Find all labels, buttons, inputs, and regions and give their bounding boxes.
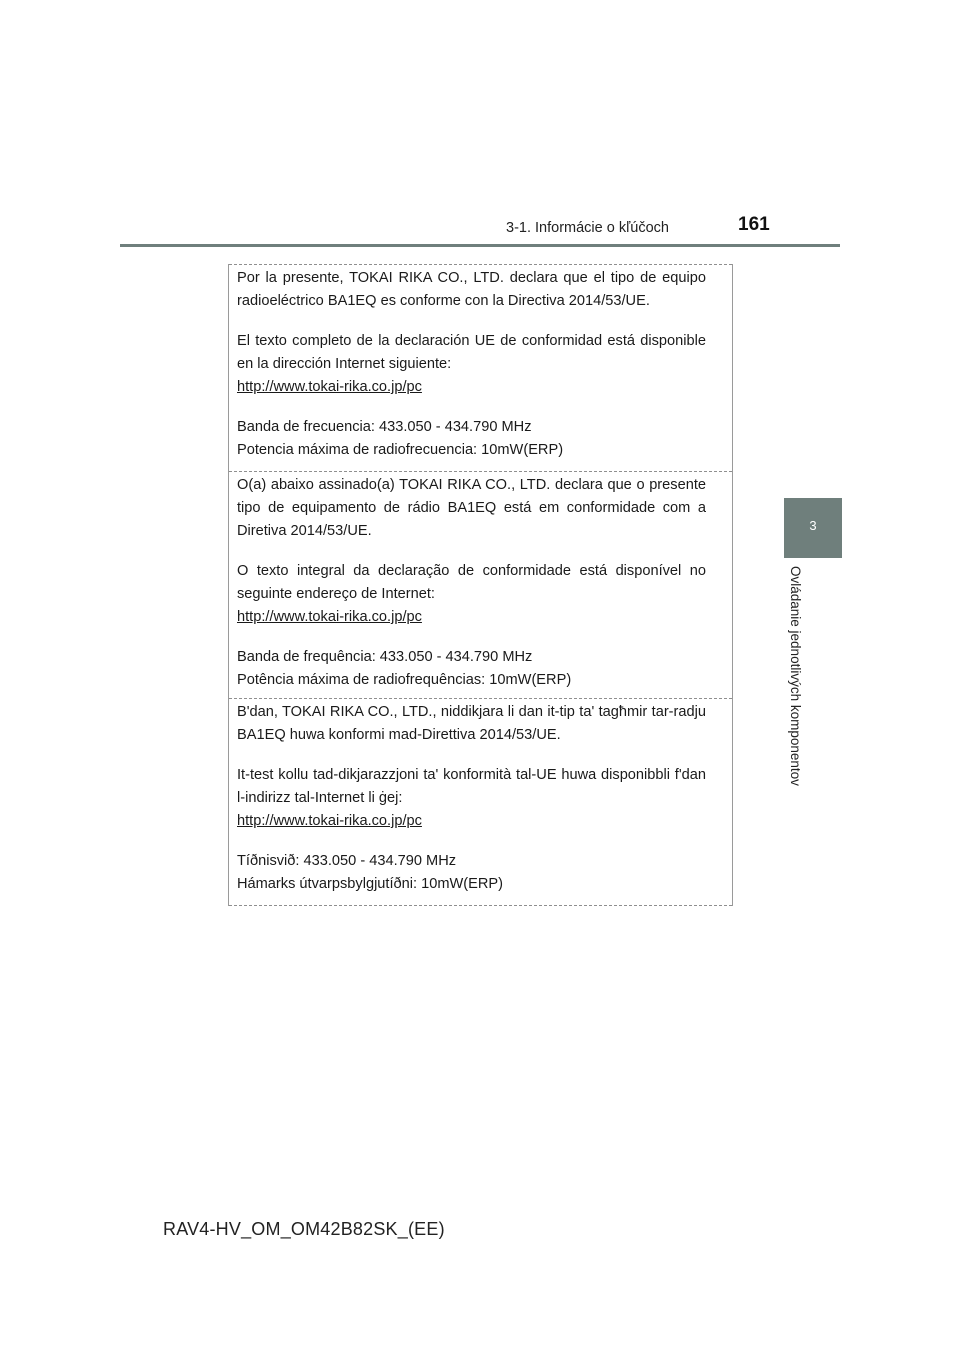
declaration-box bbox=[228, 264, 733, 906]
header-divider bbox=[120, 244, 840, 247]
declaration-portuguese bbox=[229, 471, 732, 698]
declaration-spanish bbox=[229, 264, 732, 471]
declaration-full-text-intro: El texto completo de la declaración UE de conformidad está disponible en la dirección Internet siguiente: bbox=[237, 333, 706, 372]
declaration-frequency: Tíðnisvið: 433.050 - 434.790 MHz bbox=[237, 853, 457, 869]
chapter-tab-number: 3 bbox=[809, 518, 817, 533]
declaration-statement: O(a) abaixo assinado(a) TOKAI RIKA CO., LTD. declara que o presente tipo de equipamento de rádio BA1EQ está em conformidade com a Diretiva 2014/53/UE. bbox=[237, 477, 706, 539]
declaration-url-link[interactable]: http://www.tokai-rika.co.jp/pc bbox=[237, 609, 422, 625]
declaration-frequency: Banda de frequência: 433.050 - 434.790 MHz bbox=[237, 649, 533, 665]
declaration-frequency: Banda de frecuencia: 433.050 - 434.790 MHz bbox=[237, 419, 532, 435]
declaration-full-text-intro: O texto integral da declaração de conformidade está disponível no seguinte endereço de Internet: bbox=[237, 563, 706, 602]
declaration-statement: B'dan, TOKAI RIKA CO., LTD., niddikjara li dan it-tip ta' tagħmir tar-radju BA1EQ huwa konformi mad-Direttiva 2014/53/UE. bbox=[237, 704, 706, 743]
declaration-power: Hámarks útvarpsbylgjutíðni: 10mW(ERP) bbox=[237, 876, 504, 892]
chapter-side-label: Ovládanie jednotlivých komponentov bbox=[788, 566, 803, 786]
document-code: RAV4-HV_OM_OM42B82SK_(EE) bbox=[163, 1219, 445, 1239]
declaration-power: Potencia máxima de radiofrecuencia: 10mW(ERP) bbox=[237, 442, 564, 458]
chapter-tab bbox=[784, 498, 842, 558]
declaration-url-link[interactable]: http://www.tokai-rika.co.jp/pc bbox=[237, 379, 422, 395]
section-title: 3-1. Informácie o kľúčoch bbox=[506, 220, 669, 236]
chapter-side-label-wrap bbox=[784, 566, 814, 806]
declaration-statement: Por la presente, TOKAI RIKA CO., LTD. declara que el tipo de equipo radioeléctrico BA1EQ es conforme con la Directiva 2014/53/UE. bbox=[237, 270, 706, 309]
declaration-maltese bbox=[229, 698, 732, 906]
declaration-url-link[interactable]: http://www.tokai-rika.co.jp/pc bbox=[237, 813, 422, 829]
page-number: 161 bbox=[738, 214, 770, 235]
declaration-full-text-intro: It-test kollu tad-dikjarazzjoni ta' konformità tal-UE huwa disponibbli f'dan l-indirizz tal-Internet li ġej: bbox=[237, 767, 706, 806]
declaration-power: Potência máxima de radiofrequências: 10mW(ERP) bbox=[237, 672, 572, 688]
